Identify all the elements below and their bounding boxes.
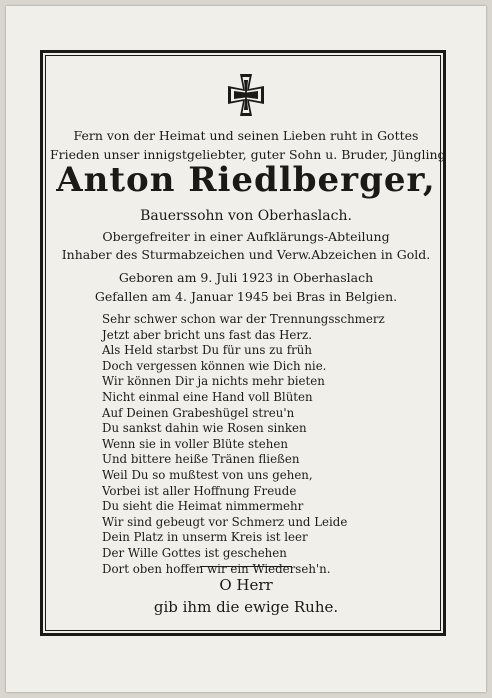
poem-line: Dort oben hoffen wir ein Wiederseh'n.	[102, 561, 331, 576]
divider	[200, 566, 292, 567]
closing-line: O Herr	[219, 576, 273, 594]
poem-line: Jetzt aber bricht uns fast das Herz.	[102, 327, 312, 342]
birth-line: Geboren am 9. Juli 1923 in Oberhaslach	[118, 270, 374, 285]
intro-line: Frieden unser innigstgeliebter, guter Sohn u. Bruder, Jüngling	[50, 147, 446, 162]
dates-text	[50, 268, 442, 306]
origin-line: Bauerssohn von Oberhaslach.	[140, 208, 352, 224]
rank-line: Inhaber des Sturmabzeichen und Verw.Abzeichen in Gold.	[61, 247, 431, 262]
rank-line: Obergefreiter in einer Aufklärungs-Abteilung	[102, 229, 390, 244]
poem-line: Wenn sie in voller Blüte stehen	[102, 436, 288, 451]
intro-text	[50, 126, 446, 164]
closing-line: gib ihm die ewige Ruhe.	[153, 598, 339, 616]
death-line: Gefallen am 4. Januar 1945 bei Bras in Belgien.	[94, 289, 398, 304]
poem-line: Als Held starbst Du für uns zu früh	[102, 343, 312, 358]
poem	[102, 312, 385, 577]
poem-line: Der Wille Gottes ist geschehen	[102, 545, 287, 560]
poem-line: Wir können Dir ja nichts mehr bieten	[102, 374, 325, 389]
iron-cross-icon	[223, 72, 269, 118]
poem-line: Dein Platz in unserm Kreis ist leer	[102, 530, 308, 545]
poem-line: Du sieht die Heimat nimmermehr	[102, 499, 304, 514]
intro-line: Fern von der Heimat und seinen Lieben ruht in Gottes	[73, 128, 419, 143]
poem-line: Weil Du so mußtest von uns gehen,	[102, 467, 313, 482]
poem-line: Wir sind gebeugt vor Schmerz und Leide	[102, 514, 348, 529]
poem-line: Und bittere heiße Tränen fließen	[102, 452, 300, 467]
poem-line: Sehr schwer schon war der Trennungsschmerz	[102, 312, 385, 326]
poem-line: Du sankst dahin wie Rosen sinken	[102, 421, 307, 436]
poem-line: Nicht einmal eine Hand voll Blüten	[102, 389, 313, 404]
poem-line: Vorbei ist aller Hoffnung Freude	[102, 483, 297, 498]
rank-text	[50, 228, 442, 264]
poem-line: Doch vergessen können wie Dich nie.	[102, 358, 327, 373]
poem-line: Auf Deinen Grabeshügel streu'n	[102, 405, 295, 420]
deceased-name: Anton Riedlberger,	[56, 160, 436, 200]
